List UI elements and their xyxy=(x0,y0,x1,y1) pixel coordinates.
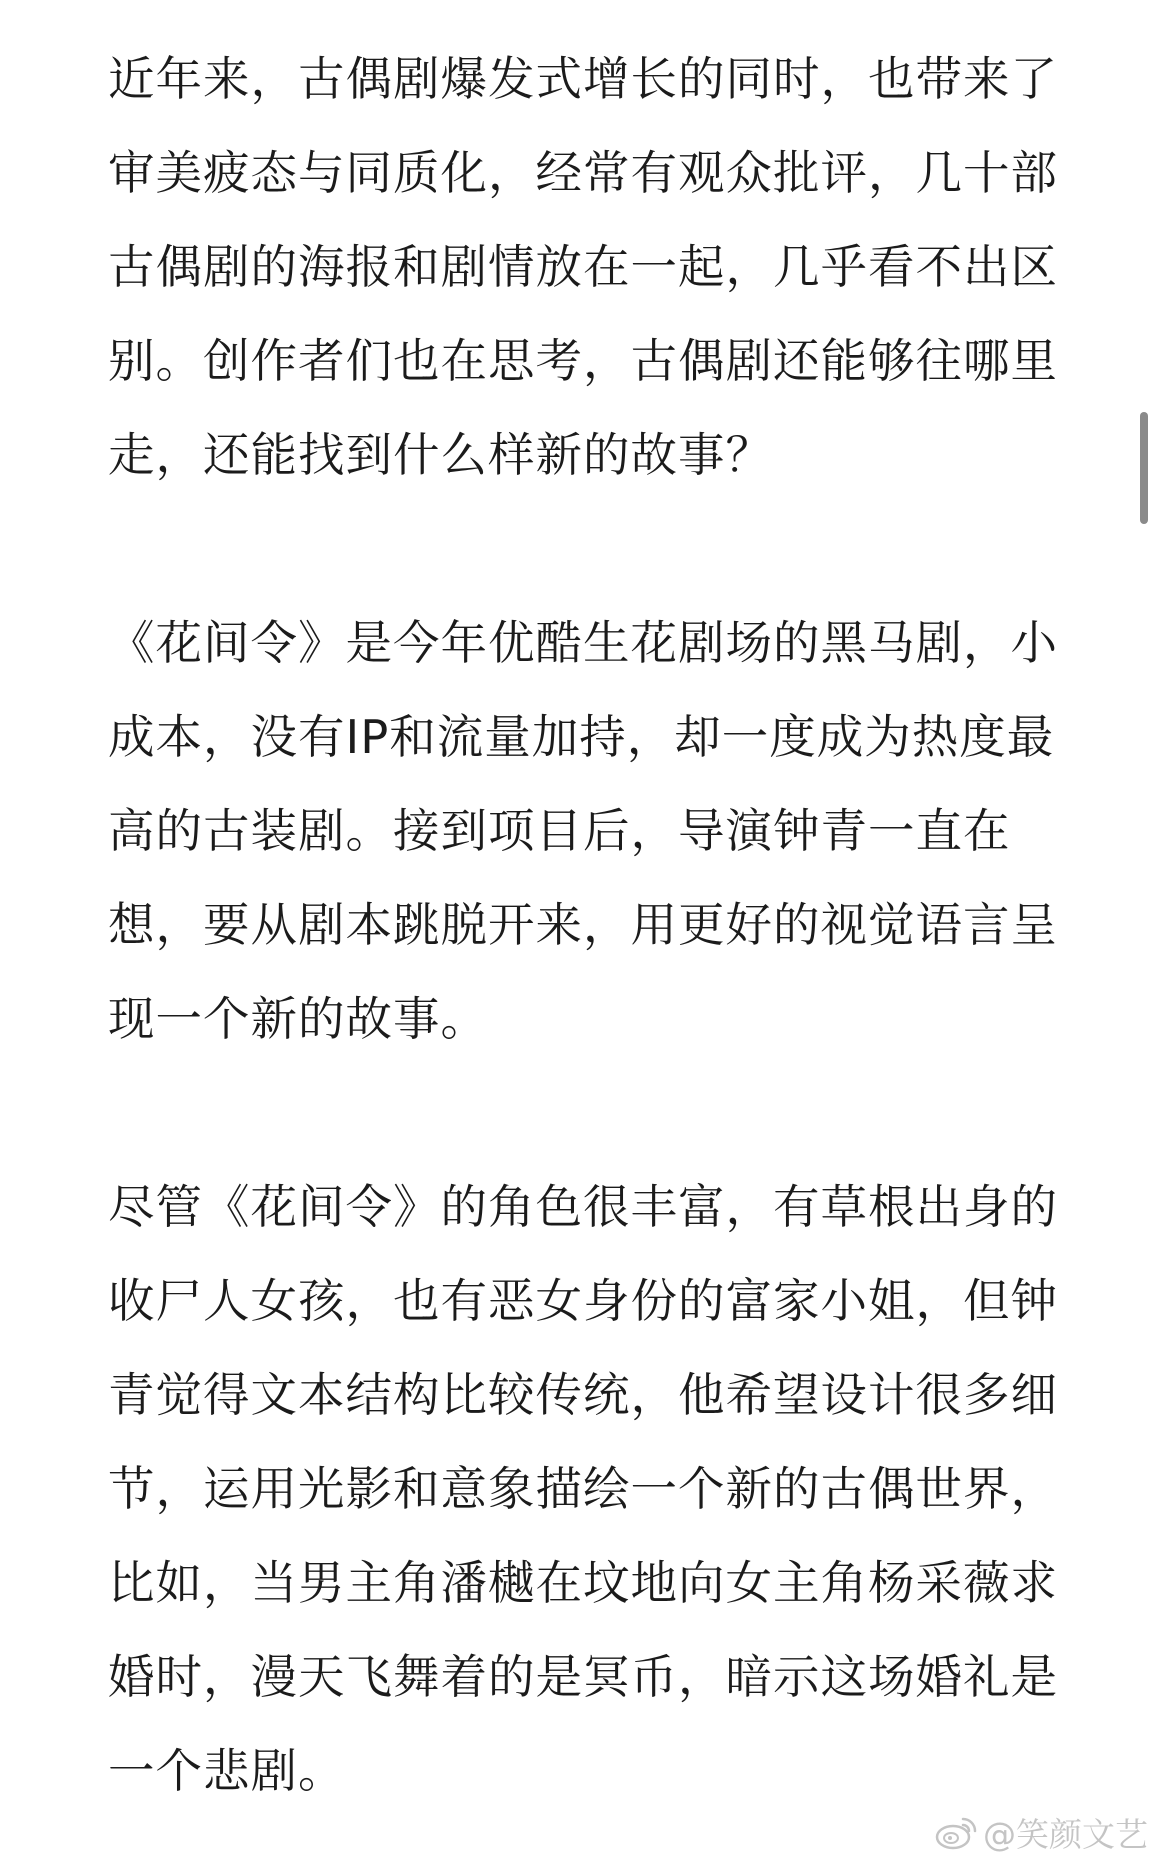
article-body xyxy=(108,32,1058,1818)
scrollbar[interactable] xyxy=(1140,412,1148,524)
text-line: 古偶剧的海报和剧情放在一起，几乎看不出区 xyxy=(108,240,1058,294)
text-line: 婚时，漫天飞舞着的是冥币，暗示这场婚礼是 xyxy=(108,1650,1058,1704)
text-line: 想，要从剧本跳脱开来，用更好的视觉语言呈 xyxy=(108,898,1058,952)
text-line: 高的古装剧。接到项目后，导演钟青一直在 xyxy=(108,804,1011,858)
text-line: 现一个新的故事。 xyxy=(108,992,488,1046)
paragraph xyxy=(108,596,1058,1066)
watermark-text: @笑颜文艺 xyxy=(983,1814,1148,1854)
text-line: 审美疲态与同质化，经常有观众批评，几十部 xyxy=(108,146,1058,200)
text-line: 别。创作者们也在思考，古偶剧还能够往哪里 xyxy=(108,334,1058,388)
text-line: 节，运用光影和意象描绘一个新的古偶世界， xyxy=(108,1462,1058,1516)
paragraph xyxy=(108,1160,1058,1818)
watermark xyxy=(933,1812,1148,1852)
text-line: 成本，没有IP和流量加持，却一度成为热度最 xyxy=(108,710,1055,764)
text-line: 走，还能找到什么样新的故事？ xyxy=(108,428,773,482)
text-line: 尽管《花间令》的角色很丰富，有草根出身的 xyxy=(108,1180,1058,1234)
text-line: 青觉得文本结构比较传统，他希望设计很多细 xyxy=(108,1368,1058,1422)
text-line: 一个悲剧。 xyxy=(108,1744,346,1798)
text-line: 比如，当男主角潘樾在坟地向女主角杨采薇求 xyxy=(108,1556,1058,1610)
text-line: 近年来，古偶剧爆发式增长的同时，也带来了 xyxy=(108,52,1058,106)
text-line: 《花间令》是今年优酷生花剧场的黑马剧，小 xyxy=(108,616,1058,670)
weibo-logo-icon xyxy=(933,1813,979,1851)
paragraph xyxy=(108,32,1058,502)
text-line: 收尸人女孩，也有恶女身份的富家小姐，但钟 xyxy=(108,1274,1058,1328)
